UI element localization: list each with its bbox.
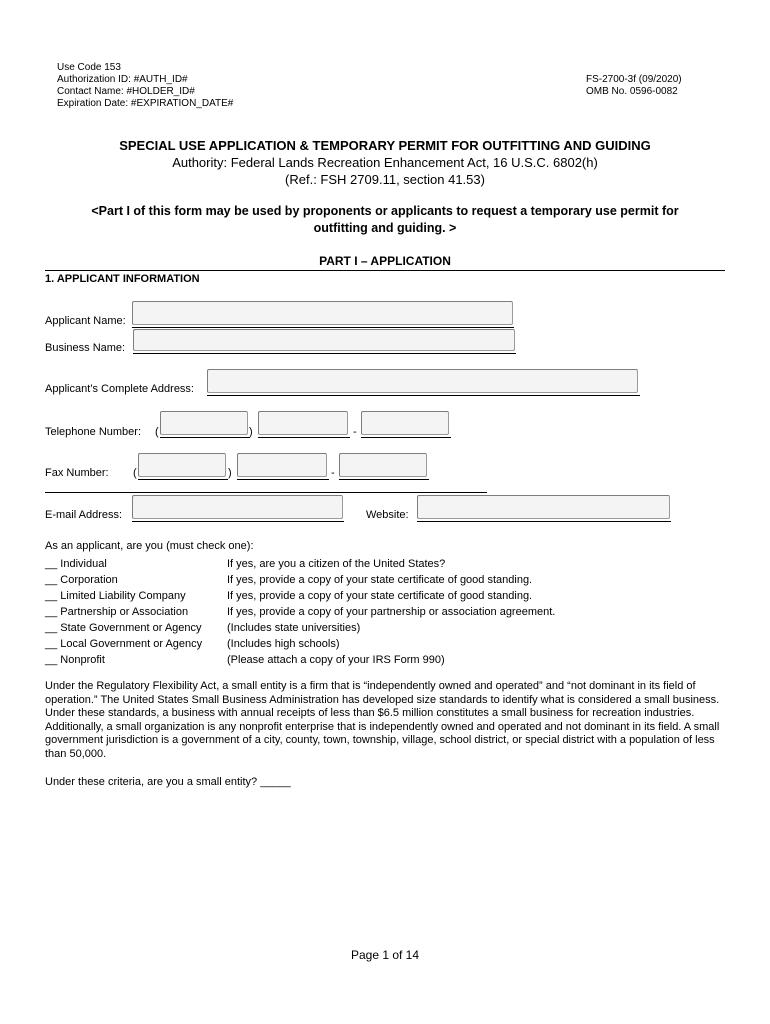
note-individual: If yes, are you a citizen of the United States? bbox=[227, 558, 446, 570]
option-nonprofit[interactable]: __ Nonprofit bbox=[45, 654, 105, 666]
telephone-area-underline bbox=[160, 437, 250, 438]
regulatory-flexibility-paragraph: Under the Regulatory Flexibility Act, a small entity is a firm that is “independently owned and operated” and “not dominant in its field of operation.” The United States Small Business Administration has developed size standards to identify what is considered a small business. Under these standards, a business with annual receipts of less than $6.5 million constitutes a small business for recreation industries. Additionally, a small organization is any nonprofit enterprise that is independently owned and operated and not dominant in its field. A small government jurisdiction is a government of a city, county, town, township, village, school district, or special district with a population of less than 50,000. bbox=[45, 680, 720, 760]
applicant-name-underline bbox=[132, 327, 514, 328]
telephone-label: Telephone Number: bbox=[45, 426, 142, 438]
option-llc[interactable]: __ Limited Liability Company bbox=[45, 590, 186, 602]
small-entity-question[interactable]: Under these criteria, are you a small entity? _____ bbox=[45, 776, 291, 788]
website-underline bbox=[417, 521, 671, 522]
option-state-government[interactable]: __ State Government or Agency bbox=[45, 622, 202, 634]
part-note-line1: <Part I of this form may be used by proponents or applicants to request a temporary use permit for bbox=[91, 204, 679, 218]
fax-area-underline bbox=[138, 479, 228, 480]
contact-divider bbox=[45, 492, 487, 493]
authority-line: Authority: Federal Lands Recreation Enhancement Act, 16 U.S.C. 6802(h) bbox=[172, 155, 598, 170]
email-label: E-mail Address: bbox=[45, 509, 123, 521]
fax-line-field[interactable] bbox=[339, 453, 427, 477]
website-field[interactable] bbox=[417, 495, 670, 519]
note-nonprofit: (Please attach a copy of your IRS Form 990) bbox=[227, 654, 445, 666]
address-underline bbox=[207, 395, 640, 396]
header-left bbox=[57, 62, 233, 110]
reference-line: (Ref.: FSH 2709.11, section 41.53) bbox=[285, 172, 485, 187]
applicant-type-notes bbox=[227, 556, 555, 668]
fax-label: Fax Number: bbox=[45, 467, 109, 479]
applicant-name-field[interactable] bbox=[132, 301, 513, 325]
header-right bbox=[586, 74, 682, 98]
applicant-type-options bbox=[45, 556, 202, 668]
form-title: SPECIAL USE APPLICATION & TEMPORARY PERMIT FOR OUTFITTING AND GUIDING bbox=[119, 138, 651, 153]
option-partnership[interactable]: __ Partnership or Association bbox=[45, 606, 189, 618]
telephone-line-underline bbox=[361, 437, 451, 438]
note-local-government: (Includes high schools) bbox=[227, 638, 340, 650]
note-state-government: (Includes state universities) bbox=[227, 622, 361, 634]
website-label: Website: bbox=[366, 509, 409, 521]
form-number: FS-2700-3f (09/2020) bbox=[586, 74, 682, 85]
telephone-prefix-field[interactable] bbox=[258, 411, 348, 435]
telephone-prefix-underline bbox=[258, 437, 350, 438]
section-heading: 1. APPLICANT INFORMATION bbox=[45, 273, 200, 285]
address-label: Applicant’s Complete Address: bbox=[45, 383, 194, 395]
telephone-line-field[interactable] bbox=[361, 411, 449, 435]
telephone-dash: - bbox=[353, 426, 357, 438]
email-underline bbox=[132, 521, 344, 522]
fax-line-underline bbox=[339, 479, 429, 480]
fax-prefix-field[interactable] bbox=[237, 453, 327, 477]
fax-prefix-underline bbox=[237, 479, 329, 480]
business-name-underline bbox=[133, 353, 516, 354]
fax-close-paren: ) bbox=[228, 467, 232, 479]
part-heading: PART I – APPLICATION bbox=[319, 254, 451, 268]
address-field[interactable] bbox=[207, 369, 638, 393]
telephone-close-paren: ) bbox=[249, 426, 253, 438]
applicant-name-label: Applicant Name: bbox=[45, 315, 126, 327]
note-corporation: If yes, provide a copy of your state certificate of good standing. bbox=[227, 574, 533, 586]
option-local-government[interactable]: __ Local Government or Agency bbox=[45, 638, 203, 650]
contact-name: Contact Name: #HOLDER_ID# bbox=[57, 86, 195, 97]
applicant-type-prompt: As an applicant, are you (must check one): bbox=[45, 540, 254, 552]
expiration-date: Expiration Date: #EXPIRATION_DATE# bbox=[57, 98, 234, 109]
option-individual[interactable]: __ Individual bbox=[45, 558, 107, 570]
fax-dash: - bbox=[331, 467, 335, 479]
option-corporation[interactable]: __ Corporation bbox=[45, 574, 118, 586]
email-field[interactable] bbox=[132, 495, 343, 519]
business-name-label: Business Name: bbox=[45, 342, 126, 354]
part-divider bbox=[45, 270, 725, 271]
note-partnership: If yes, provide a copy of your partnership or association agreement. bbox=[227, 606, 556, 618]
omb-number: OMB No. 0596-0082 bbox=[586, 86, 678, 97]
telephone-open-paren: ( bbox=[155, 426, 159, 438]
fax-area-code-field[interactable] bbox=[138, 453, 226, 477]
authorization-id: Authorization ID: #AUTH_ID# bbox=[57, 74, 188, 85]
page-number: Page 1 of 14 bbox=[350, 948, 420, 962]
telephone-area-code-field[interactable] bbox=[160, 411, 248, 435]
business-name-field[interactable] bbox=[133, 329, 515, 351]
fax-open-paren: ( bbox=[133, 467, 137, 479]
note-llc: If yes, provide a copy of your state certificate of good standing. bbox=[227, 590, 533, 602]
part-note-line2: outfitting and guiding. > bbox=[313, 221, 457, 235]
use-code: Use Code 153 bbox=[57, 62, 121, 73]
